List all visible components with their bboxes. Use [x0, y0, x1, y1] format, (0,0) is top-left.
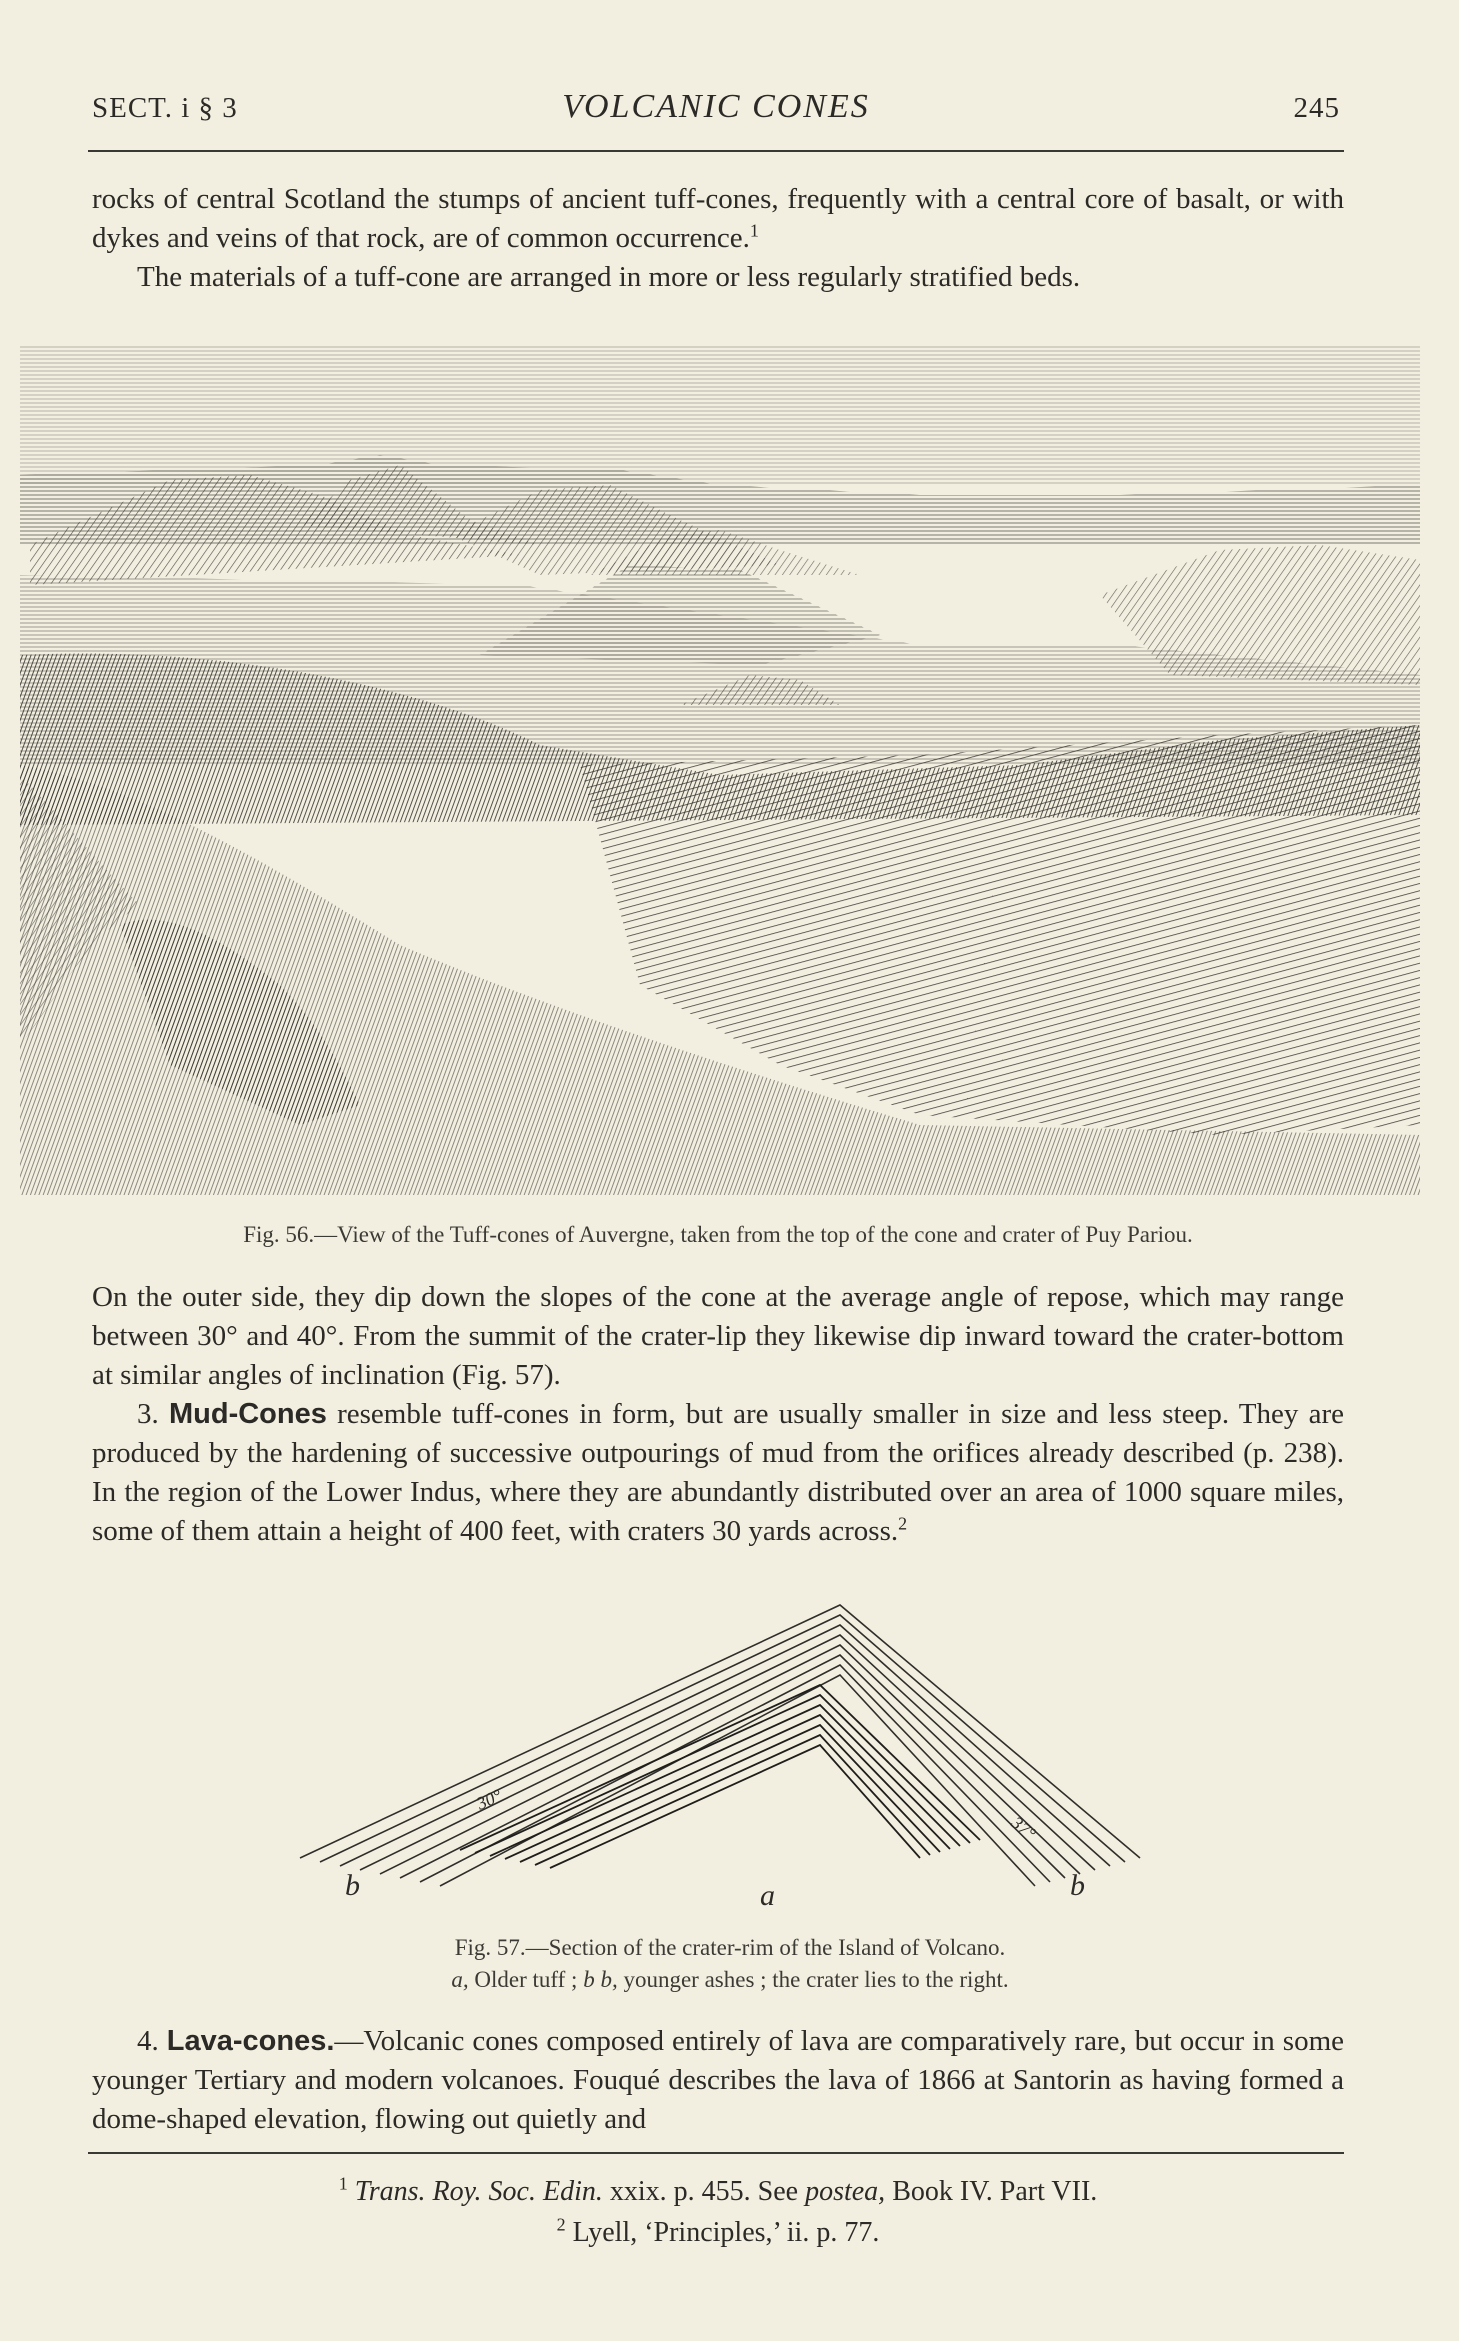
- header-rule: [88, 150, 1344, 152]
- label-a: a: [760, 1879, 775, 1910]
- angle-label-left: 30°: [473, 1785, 505, 1814]
- footnote-2: $^2$ Lyell, ‘Principles,’ ii. p. 77.: [556, 2214, 880, 2248]
- label-b-right: b: [1070, 1869, 1085, 1902]
- paragraph-lava-cones: 4. Lava-cones.—Volcanic cones composed entirely of lava are comparatively rare, but occur in some younger Tertiary and modern volcanoes. Fouqué describes the lava of 1866 at Santorin as having formed a dome-shaped elevation, flowing out quietly and: [92, 2025, 1345, 2135]
- heading-lava-cones: Lava-cones.: [166, 2025, 335, 2057]
- figure-57-caption: Fig. 57.—Section of the crater-rim of the Island of Volcano. a, Older tuff ; b b, younger ashes ; the crater lies to the right.: [451, 1935, 1009, 1992]
- section-ref: SECT. i § 3: [92, 92, 238, 124]
- footnote-ref-1: 1: [749, 220, 759, 241]
- paragraph-stratified: The materials of a tuff-cone are arranged in more or less regularly stratified beds.: [137, 261, 1081, 293]
- footnote-1: $^1$ Trans. Roy. Soc. Edin. xxix. p. 455. See postea, Book IV. Part VII.: [338, 2173, 1098, 2207]
- figure-56-caption: Fig. 56.—View of the Tuff-cones of Auvergne, taken from the top of the cone and crater of Puy Pariou.: [243, 1222, 1193, 1247]
- angle-label-right: 37°: [1007, 1812, 1040, 1844]
- label-b-left: b: [345, 1869, 360, 1902]
- heading-mud-cones: Mud-Cones: [168, 1398, 327, 1430]
- figure-56-engraving: [20, 345, 1420, 1195]
- paragraph-mud-cones: 3. Mud-Cones resemble tuff-cones in form, but are usually smaller in size and less steep. They are produced by the hardening of successive outpourings of mud from the orifices already described (p. 238). In the region of the Lower Indus, where they are abundantly distributed over an area of 1000 square miles, some of them attain a height of 400 feet, with craters 30 yards across.$^2$: [92, 1398, 1344, 1547]
- paragraph-dip: On the outer side, they dip down the slopes of the cone at the average angle of repose, which may range between 30° and 40°. From the summit of the crater-lip they likewise dip inward toward the crater-bottom at similar angles of inclination (Fig. 57).: [92, 1281, 1344, 1391]
- paragraph-continuation: rocks of central Scotland the stumps of ancient tuff-cones, frequently with a central core of basalt, or with dykes and veins of that rock, are of common occurrence.$^1$: [92, 183, 1344, 254]
- page-title: VOLCANIC CONES: [562, 88, 870, 125]
- footnote-rule: [88, 2152, 1344, 2154]
- figure-57-diagram: [280, 1600, 1160, 1910]
- footnote-ref-2: 2: [898, 1513, 908, 1534]
- page-number: 245: [1293, 92, 1340, 124]
- running-header: [92, 88, 1340, 132]
